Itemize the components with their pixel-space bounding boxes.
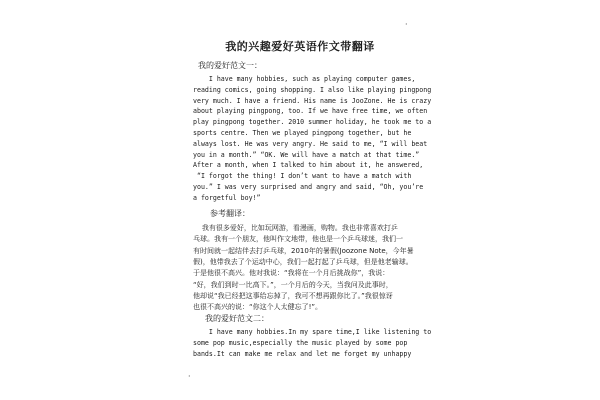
fanwen2-heading: 我的爱好范文二：	[205, 314, 269, 323]
text-line: 乓球。我有一个朋友，他叫作文地带，他也是一个乒乓球迷，我们一	[193, 235, 403, 244]
text-line: 也很不高兴的说：“你这个人太健忘了!”。	[193, 303, 323, 312]
text-line: very much. I have a friend. His name is JooZone. He is crazy	[193, 96, 432, 105]
text-line: you in a month.” “OK. We will have a match at that time.”	[193, 150, 420, 159]
cankao-heading: 参考翻译：	[210, 209, 250, 218]
text-line: bands.It can make me relax and let me forget my unhappy	[193, 349, 412, 358]
text-line: “I forgot the thing! I don’t want to have a match with	[193, 172, 412, 181]
text-line: you.” I was very surprised and angry and said, “Oh, you’re	[193, 183, 424, 191]
text-line: After a month, when I talked to him about it, he answered,	[193, 161, 424, 170]
text-line: a forgetful boy!”	[193, 193, 261, 202]
text-line: reading comics, going shopping. I also like playing pingpong	[193, 85, 432, 94]
text-line: I have many hobbies.In my spare time,I like listening to	[193, 328, 432, 336]
bottom-mark: ·	[188, 372, 191, 381]
text-line: I have many hobbies, such as playing computer games,	[193, 75, 416, 83]
document-title: 我的兴趣爱好英语作文带翻译	[225, 40, 375, 53]
text-line: “好，我们到时一比高下。”，一个月后的今天，当我问及此事时，	[193, 280, 393, 289]
text-line: 我有很多爱好，比如玩网游，看漫画，购物。我也非常喜欢打乒	[193, 224, 398, 232]
text-line: 他却说“我已经把这事给忘掉了，我可不想再跟你比了。”我很惊讶	[193, 291, 393, 300]
fanwen1-heading: 我的爱好范文一：	[198, 61, 262, 70]
text-line: some pop music,especially the music played by some pop	[193, 338, 408, 347]
text-line: sports centre. Then we played pingpong together, but he	[193, 129, 412, 137]
text-line: 假)，他带我去了个运动中心，我们一起打起了乒乓球，但是他老输球。	[193, 257, 413, 266]
text-line: always lost. He was very angry. He said to me, “I will beat	[193, 139, 428, 148]
text-line: about playing pingpong, too. If we have free time, we often	[193, 107, 428, 116]
text-line: play pingpong together. 2010 summer holiday, he took me to a	[193, 118, 432, 127]
text-line: 有时间就一起结伴去打乒乓球，2010年的暑假(Joozone Note，今年暑	[193, 246, 414, 255]
text-line: 于是他很不高兴。他对我说：“我将在一个月后挑战你”，我说：	[193, 269, 390, 278]
corner-mark: ·	[405, 20, 408, 29]
